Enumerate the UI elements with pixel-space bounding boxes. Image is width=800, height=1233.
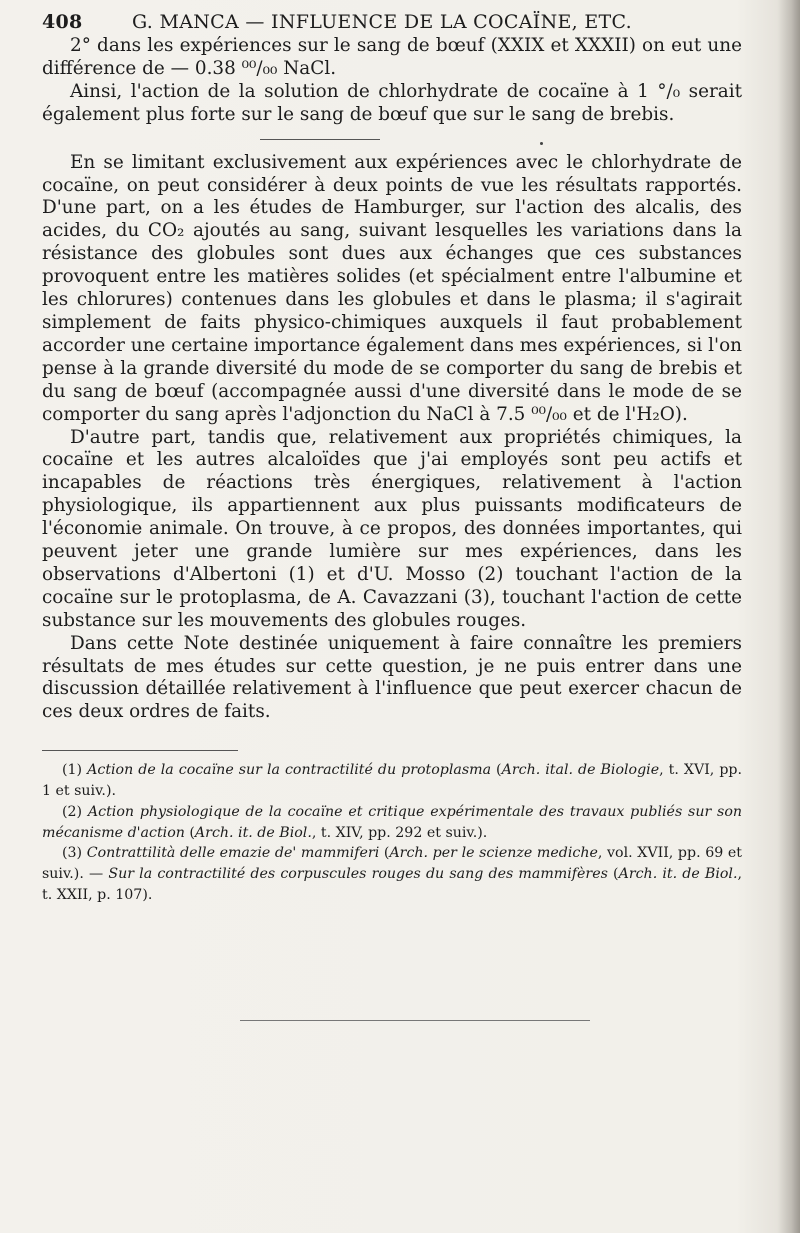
section-separator xyxy=(42,127,742,152)
body-text xyxy=(42,35,742,906)
paragraph-3: En se limitant exclusivement aux expériences avec le chlorhydrate de cocaïne, on peut considérer à deux points de vue les résultats rapportés. D'une part, on a les études de Hamburger, sur l'action des alcalis, des acides, du CO₂ ajoutés au sang, suivant lesquelles les variations dans la résistance des globules sont dues aux échanges que ces substances provoquent entre les matières solides (et spécialment entre l'albumine et les chlorures) contenues dans les globules et dans le plasma; il s'agirait simplement de faits physico-chimiques auxquels il faut probablement accorder une certaine importance également dans mes expériences, si l'on pense à la grande diversité du mode de se comporter du sang de brebis et du sang de bœuf (accompagnée aussi d'une diversité dans le mode de se comporter du sang après l'adjonction du NaCl à 7.5 ⁰⁰/₀₀ et de l'H₂O). xyxy=(42,151,743,425)
running-header xyxy=(42,7,742,37)
separator-dot xyxy=(540,142,543,145)
paragraph-1: 2° dans les expériences sur le sang de bœuf (XXIX et XXXII) on eut une différence de — 0.38 ⁰⁰/₀₀ NaCl. xyxy=(42,35,742,79)
footnote-2: (2) Action physiologique de la cocaïne et critique expérimentale des travaux publiés sur son mécanisme d'action (Arch. it. de Biol., t. XIV, pp. 292 et suiv.). xyxy=(42,803,743,841)
end-rule xyxy=(240,1020,590,1021)
page-edge-shadow xyxy=(778,0,800,1233)
paragraph-5: Dans cette Note destinée uniquement à faire connaître les premiers résultats de mes études sur cette question, je ne puis entrer dans une discussion détaillée relativement à l'influence que peut exercer chacun de ces deux ordres de faits. xyxy=(42,632,742,723)
running-title: G. MANCA — INFLUENCE DE LA COCAÏNE, ETC. xyxy=(132,11,632,33)
paragraph-2: Ainsi, l'action de la solution de chlorhydrate de cocaïne à 1 °/₀ serait également plus forte sur le sang de bœuf que sur le sang de brebis. xyxy=(42,80,742,125)
paragraph-4: D'autre part, tandis que, relativement aux propriétés chimiques, la cocaïne et les autres alcaloïdes que j'ai employés sont peu actifs et incapables de réactions très énergiques, relativement à l'action physiologique, ils appartiennent aux plus puissants modificateurs de l'économie animale. On trouve, à ce propos, des données importantes, qui peuvent jeter une grande lumière sur mes expériences, dans les observations d'Albertoni (1) et d'U. Mosso (2) touchant l'action de la cocaïne sur le protoplasma, de A. Cavazzani (3), touchant l'action de cette substance sur les mouvements des globules rouges. xyxy=(42,426,742,631)
footnote-3: (3) Contrattilità delle emazie de' mammiferi (Arch. per le scienze mediche, vol. XVII, pp. 69 et suiv.). — Sur la contractilité des corpuscules rouges du sang des mammifères (Arch. it. de Biol., t. XXII, p. 107). xyxy=(42,845,743,904)
footnotes xyxy=(42,760,742,906)
footnote-rule xyxy=(42,750,742,760)
footnote-1: (1) Action de la cocaïne sur la contractilité du protoplasma (Arch. ital. de Biologie, t. XVI, pp. 1 et suiv.). xyxy=(42,762,743,800)
separator-rule xyxy=(260,139,380,140)
page-number: 408 xyxy=(42,11,83,33)
